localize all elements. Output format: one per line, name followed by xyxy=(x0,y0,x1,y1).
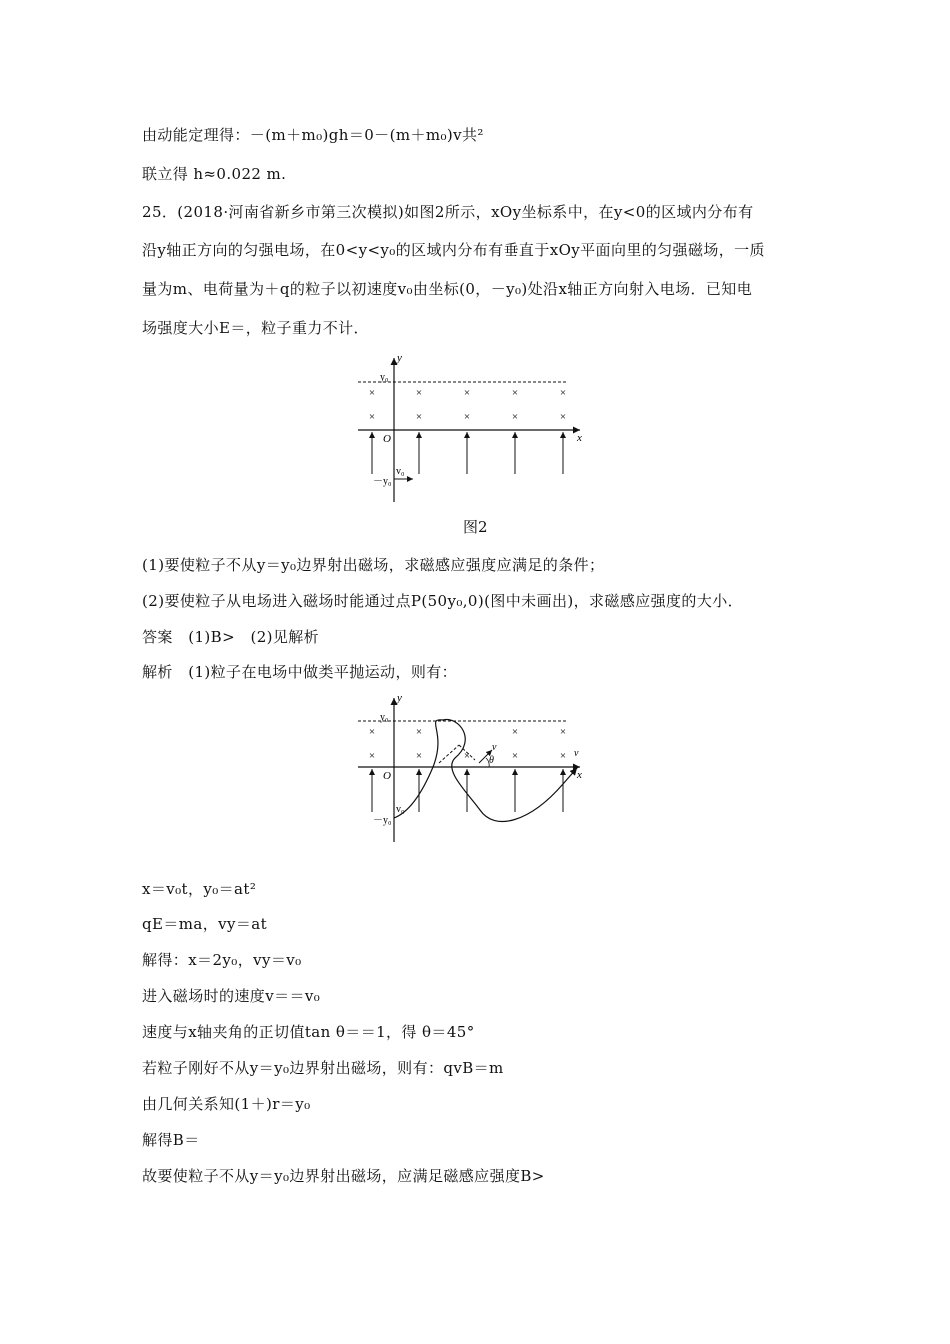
solution-line-5: 速度与x轴夹角的正切值tan θ＝＝1，得 θ＝45° xyxy=(142,1023,475,1041)
figure-2-diagram xyxy=(355,350,595,510)
problem-25-line-4: 场强度大小E＝，粒子重力不计． xyxy=(142,319,369,337)
problem-25-line-2: 沿y轴正方向的匀强电场，在0<y<y₀的区域内分布有垂直于xOy平面向里的匀强磁场，一质 xyxy=(142,241,765,259)
answer-line: 答案 (1)B> (2)见解析 xyxy=(142,628,320,646)
cross-mark: × xyxy=(415,726,423,738)
cross-mark: × xyxy=(368,411,376,423)
problem-25-line-3: 量为m、电荷量为＋q的粒子以初速度v₀由坐标(0，－y₀)处沿x轴正方向射入电场．已知电 xyxy=(142,280,753,298)
cross-mark: × xyxy=(368,726,376,738)
x-axis-label: x xyxy=(577,432,582,444)
cross-mark: × xyxy=(511,411,519,423)
cross-mark: × xyxy=(559,411,567,423)
cross-mark: × xyxy=(559,387,567,399)
cross-mark: × xyxy=(559,750,567,762)
theta-label: θ xyxy=(489,755,494,766)
solution-line-9: 故要使粒子不从y＝y₀边界射出磁场，应满足磁感应强度B> xyxy=(142,1167,545,1185)
cross-mark: × xyxy=(463,387,471,399)
radius-line xyxy=(439,745,459,763)
x-axis-label: x xyxy=(577,769,582,781)
solution-line-1: x＝v₀t，y₀＝at² xyxy=(142,880,257,898)
solution-line-8: 解得B＝ xyxy=(142,1131,200,1149)
figure-caption: 图2 xyxy=(463,518,488,536)
text-line-2: 联立得 h≈0.022 m. xyxy=(142,165,287,183)
origin-label: O xyxy=(383,433,391,445)
solution-line-7: 由几何关系知(1＋)r＝y₀ xyxy=(142,1095,311,1113)
cross-mark: × xyxy=(368,750,376,762)
y0-label: y₀ xyxy=(380,712,389,723)
question-2: (2)要使粒子从电场进入磁场时能通过点P(50y₀,0)(图中未画出)，求磁感应强度的大小． xyxy=(142,592,744,610)
neg-y0-label: －y₀ xyxy=(373,476,392,487)
cross-mark: × xyxy=(463,411,471,423)
origin-label: O xyxy=(383,770,391,782)
solution-line-6: 若粒子刚好不从y＝y₀边界射出磁场，则有：qvB＝m xyxy=(142,1059,504,1077)
v0-label: v₀ xyxy=(396,466,405,477)
velocity-label: v xyxy=(492,742,497,753)
y0-label: y₀ xyxy=(380,372,389,383)
solution-line-2: qE＝ma，vy＝at xyxy=(142,915,268,933)
exit-velocity-label: v xyxy=(574,748,579,759)
cross-mark: × xyxy=(511,726,519,738)
analysis-line: 解析 (1)粒子在电场中做类平抛运动，则有： xyxy=(142,663,458,681)
cross-mark: × xyxy=(415,387,423,399)
problem-25-line-1: 25．(2018·河南省新乡市第三次模拟)如图2所示，xOy坐标系中，在y<0的区域内分布有 xyxy=(142,203,754,221)
cross-mark: × xyxy=(415,750,423,762)
magnetic-field-crosses xyxy=(369,387,566,423)
neg-y0-label: －y₀ xyxy=(373,815,392,826)
y-axis-label: y xyxy=(397,692,402,704)
solution-line-3: 解得：x＝2y₀，vy＝v₀ xyxy=(142,951,302,969)
cross-mark: × xyxy=(368,387,376,399)
question-1: (1)要使粒子不从y＝y₀边界射出磁场，求磁感应强度应满足的条件； xyxy=(142,556,605,574)
cross-mark: × xyxy=(511,387,519,399)
cross-mark: × xyxy=(511,750,519,762)
cross-mark: × xyxy=(559,726,567,738)
text-line-1: 由动能定理得：－(m＋m₀)gh＝0－(m＋m₀)v共² xyxy=(142,126,484,144)
solution-trajectory-diagram xyxy=(355,692,595,847)
cross-mark: × xyxy=(463,750,471,762)
magnetic-field-crosses xyxy=(369,726,566,762)
solution-line-4: 进入磁场时的速度v＝＝v₀ xyxy=(142,987,321,1005)
v0-label: v₀ xyxy=(396,804,405,815)
y-axis-label: y xyxy=(397,352,402,364)
cross-mark: × xyxy=(415,411,423,423)
